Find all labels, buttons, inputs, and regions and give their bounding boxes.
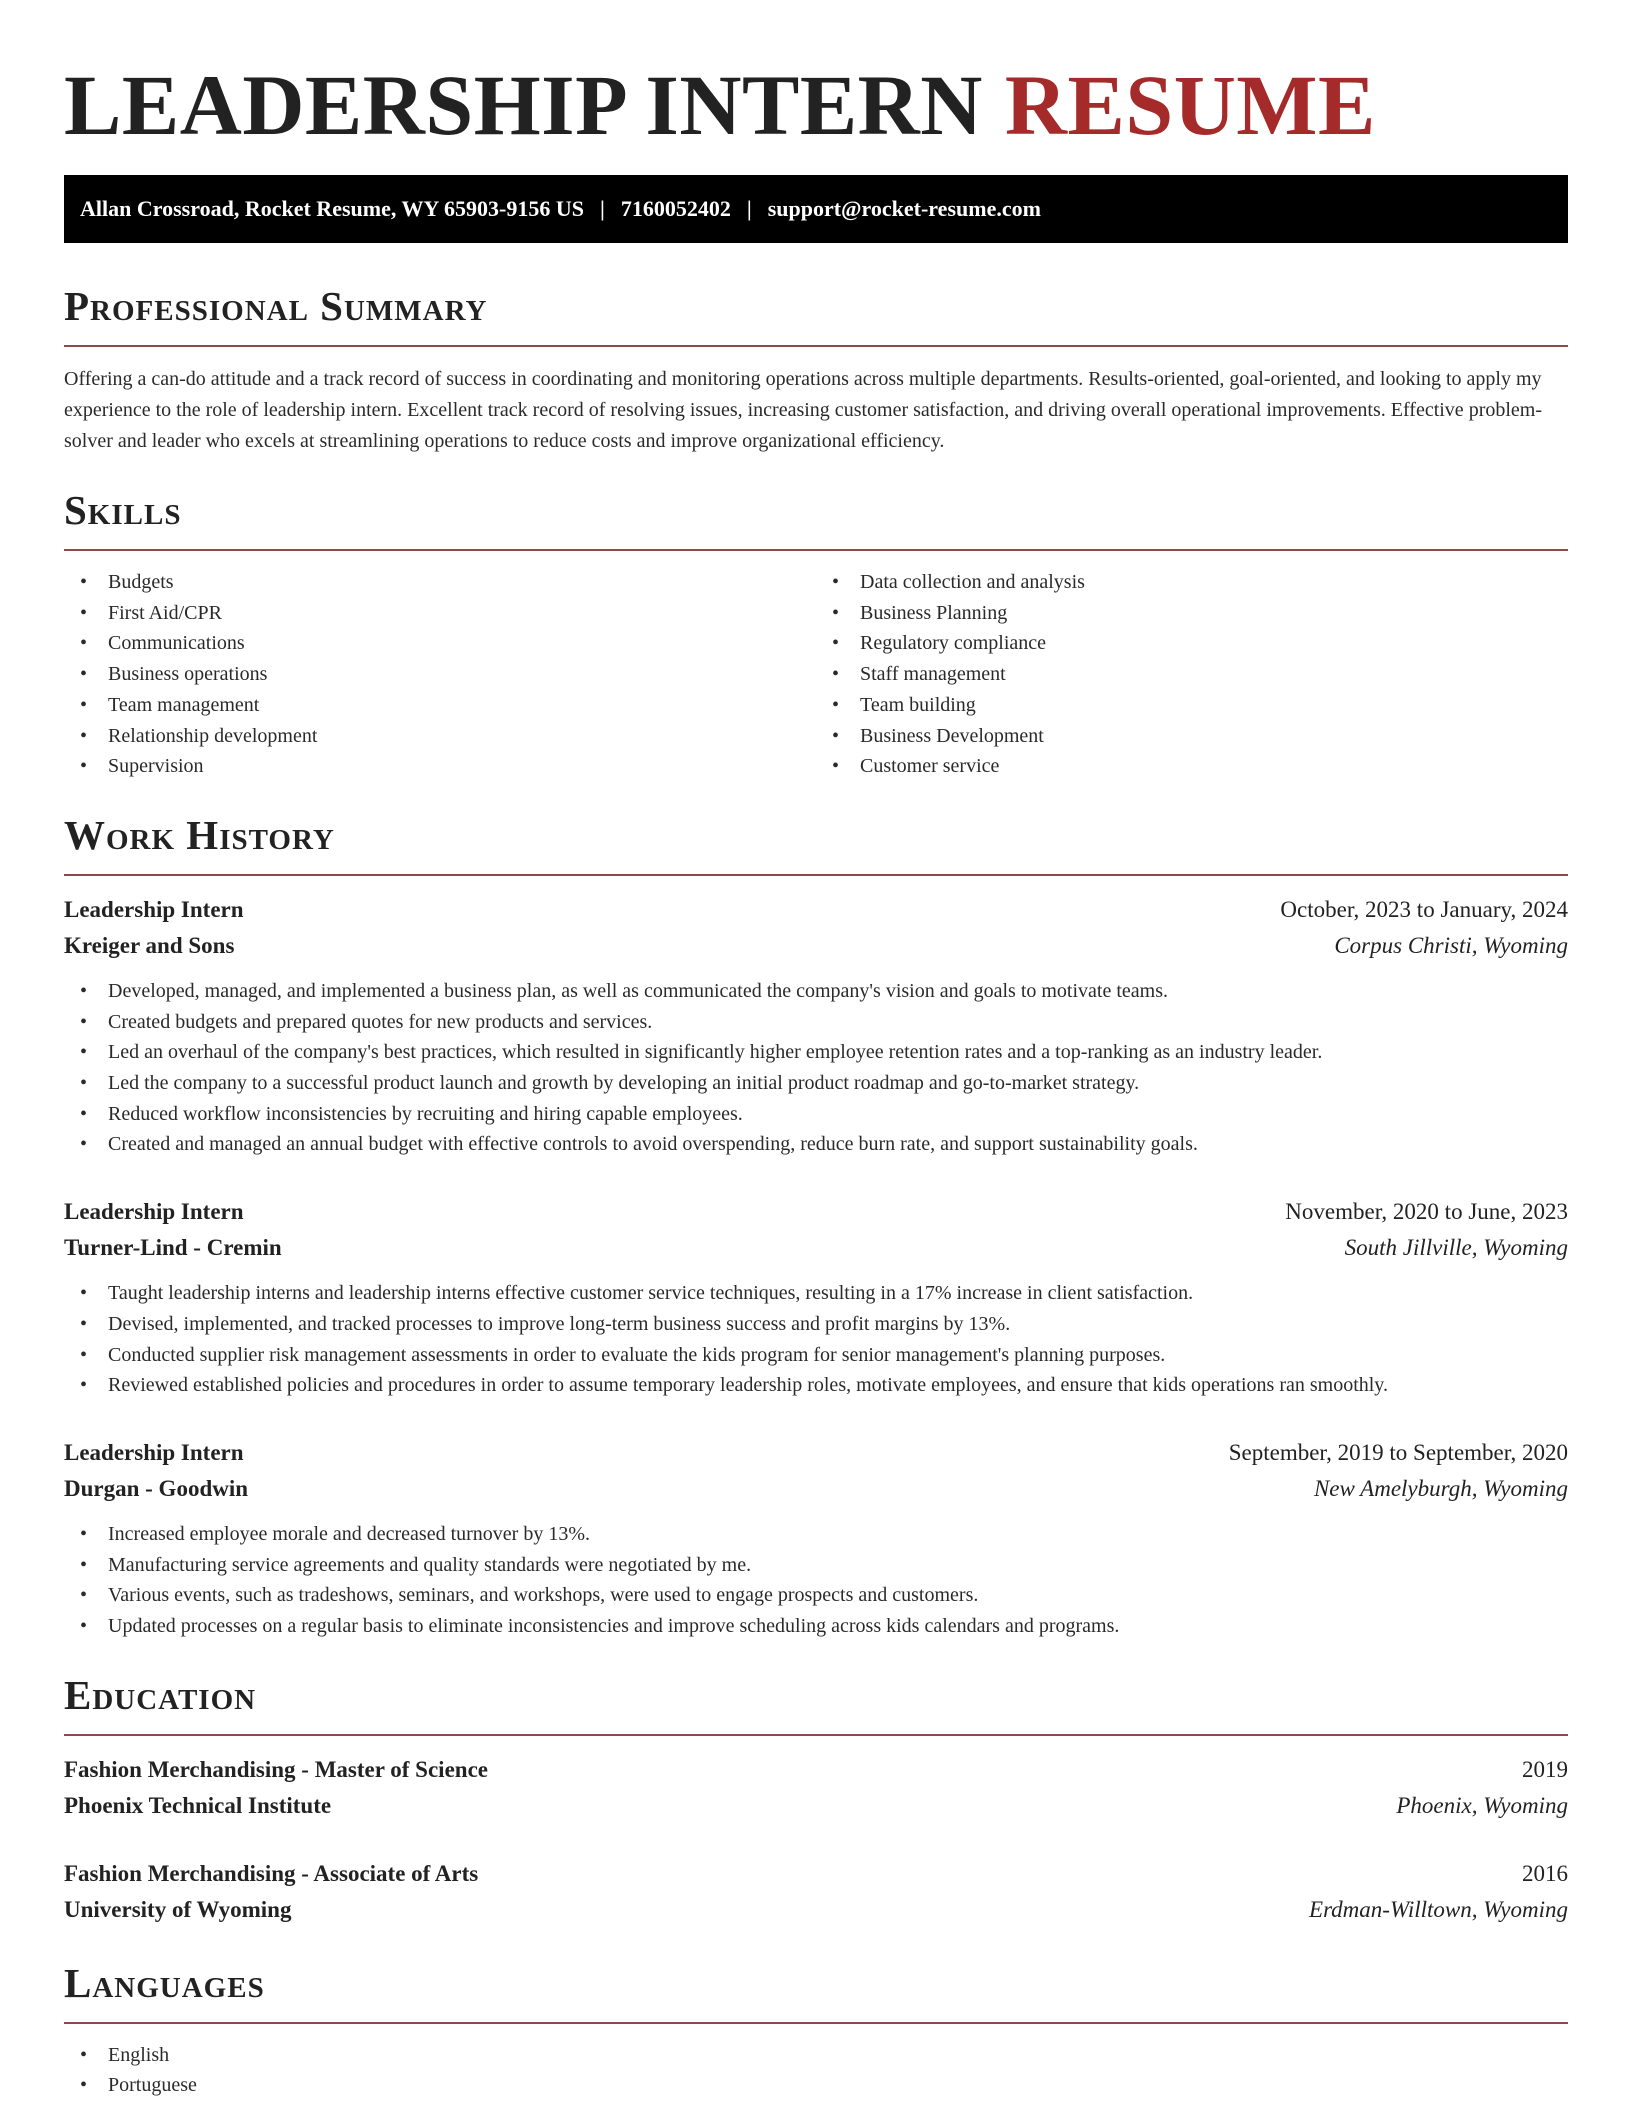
education-degree: Fashion Merchandising - Associate of Arts [64,1860,479,1886]
work-history-section [64,810,1568,1642]
skill-item: • Communications [64,628,816,659]
job-entry [64,1194,1568,1401]
education-entry [64,1856,1568,1928]
skill-item: • Supervision [64,751,816,782]
job-dates: October, 2023 to January, 2024 [1280,896,1568,922]
job-entry [64,892,1568,1160]
skill-item: • Team management [64,690,816,721]
language-item: • English [64,2040,1568,2071]
skill-item: • Team building [816,690,1568,721]
skill-item: • Business Planning [816,598,1568,629]
job-bullet: • Created and managed an annual budget with effective controls to avoid overspending, reduce burn rate, and support sustainability goals. [64,1129,1568,1160]
contact-email: support@rocket-resume.com [767,196,1041,221]
job-bullet: • Devised, implemented, and tracked processes to improve long-term business success and profit margins by 13%. [64,1309,1568,1340]
skill-item: • Relationship development [64,721,816,752]
work-history-heading: Work History [64,811,335,858]
languages-heading: Languages [64,1959,265,2006]
skill-item: • Data collection and analysis [816,567,1568,598]
job-bullet: • Manufacturing service agreements and quality standards were negotiated by me. [64,1550,1568,1581]
job-company: Turner-Lind - Cremin [64,1235,282,1261]
job-location: South Jillville, Wyoming [1344,1235,1568,1261]
education-degree: Fashion Merchandising - Master of Science [64,1756,488,1782]
education-section [64,1670,1568,1928]
job-bullet: • Led an overhaul of the company's best practices, which resulted in significantly higher employee retention rates and a top-ranking as an industry leader. [64,1037,1568,1068]
job-bullets [64,1278,1568,1401]
skill-item: • Business operations [64,659,816,690]
education-school: University of Wyoming [64,1896,292,1922]
skills-list-left [64,567,816,782]
skills-list-right [816,567,1568,782]
job-dates: September, 2019 to September, 2020 [1228,1439,1568,1465]
job-bullets [64,1519,1568,1642]
job-bullet: • Created budgets and prepared quotes for new products and services. [64,1007,1568,1038]
job-company: Kreiger and Sons [64,932,235,958]
contact-separator: | [746,196,752,221]
job-title: Leadership Intern [64,1439,244,1465]
education-year: 2019 [1522,1756,1568,1782]
education-year: 2016 [1522,1860,1568,1886]
job-bullet: • Various events, such as tradeshows, seminars, and workshops, were used to engage prospects and customers. [64,1580,1568,1611]
job-dates: November, 2020 to June, 2023 [1285,1199,1568,1225]
job-bullet: • Reviewed established policies and procedures in order to assume temporary leadership roles, motivate employees, and ensure that kids operations ran smoothly. [64,1370,1568,1401]
job-entry [64,1435,1568,1642]
job-bullet: • Reduced workflow inconsistencies by recruiting and hiring capable employees. [64,1099,1568,1130]
contact-address: Allan Crossroad, Rocket Resume, WY 65903-9156 US [80,196,584,221]
job-bullet: • Developed, managed, and implemented a business plan, as well as communicated the company's vision and goals to motivate teams. [64,976,1568,1007]
skill-item: • Business Development [816,721,1568,752]
skill-item: • Staff management [816,659,1568,690]
job-company: Durgan - Goodwin [64,1475,249,1501]
section-divider [64,345,1568,347]
job-bullets [64,976,1568,1160]
section-divider [64,2022,1568,2024]
summary-text: Offering a can-do attitude and a track record of success in coordinating and monitoring operations across multiple departments. Results-oriented, goal-oriented, and looking to apply my experience to the role of leadership intern. Excellent track record of resolving issues, increasing customer satisfaction, and driving overall operational improvements. Effective problem-solver and leader who excels at streamlining operations to reduce costs and improve organizational efficiency. [64,368,1542,452]
education-location: Phoenix, Wyoming [1396,1792,1568,1818]
job-bullet: • Increased employee morale and decreased turnover by 13%. [64,1519,1568,1550]
section-divider [64,1734,1568,1736]
job-bullet: • Taught leadership interns and leadership interns effective customer service techniques, resulting in a 17% increase in client satisfaction. [64,1278,1568,1309]
language-item: • Portuguese [64,2070,1568,2101]
skills-section [64,485,1568,782]
skill-item: • Customer service [816,751,1568,782]
languages-section [64,1958,1568,2101]
title-main: LEADERSHIP INTERN [64,57,983,153]
skills-grid [64,567,1568,782]
job-bullet: • Led the company to a successful product launch and growth by developing an initial product roadmap and go-to-market strategy. [64,1068,1568,1099]
summary-heading: Professional Summary [64,283,488,329]
contact-phone: 7160052402 [620,196,731,221]
summary-section [64,281,1568,457]
education-heading: Education [64,1671,257,1718]
job-bullet: • Conducted supplier risk management assessments in order to evaluate the kids program for senior management's planning purposes. [64,1340,1568,1371]
resume-title [64,0,1568,155]
skills-heading: Skills [64,487,182,533]
job-bullet: • Updated processes on a regular basis to eliminate inconsistencies and improve scheduling across kids calendars and programs. [64,1611,1568,1642]
title-accent: RESUME [1004,57,1376,153]
section-divider [64,549,1568,551]
job-location: New Amelyburgh, Wyoming [1313,1475,1568,1501]
job-title: Leadership Intern [64,896,244,922]
contact-separator: | [599,196,605,221]
skill-item: • Budgets [64,567,816,598]
contact-bar [64,175,1568,243]
education-entry [64,1752,1568,1824]
job-location: Corpus Christi, Wyoming [1334,932,1568,958]
education-school: Phoenix Technical Institute [64,1792,332,1818]
skill-item: • First Aid/CPR [64,598,816,629]
section-divider [64,874,1568,876]
education-location: Erdman-Willtown, Wyoming [1309,1896,1568,1922]
languages-list [64,2040,1568,2101]
skill-item: • Regulatory compliance [816,628,1568,659]
job-title: Leadership Intern [64,1199,244,1225]
